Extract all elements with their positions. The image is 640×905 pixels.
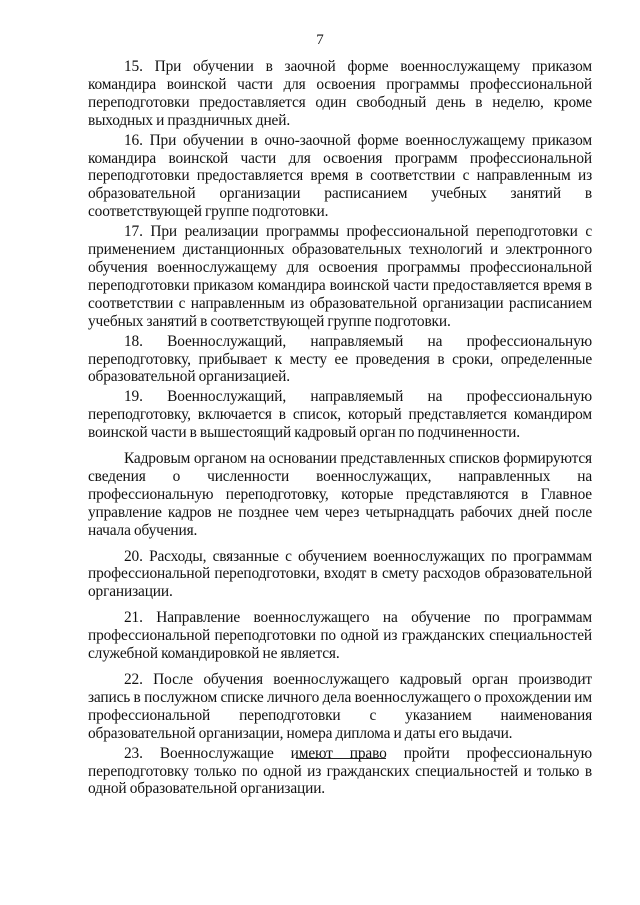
paragraph-18: 18. Военнослужащий, направляемый на профессиональную переподготовку, прибывает к месту ее проведения в сроки, определенные образовательной организацией.	[88, 332, 592, 386]
paragraph-22: 22. После обучения военнослужащего кадровый орган производит запись в послужном списке личного дела военнослужащего о прохождении им профессиональной переподготовки с указанием наименования образовательной организации, номера диплома и даты его выдачи.	[88, 671, 592, 742]
paragraph-21: 21. Направление военнослужащего на обучение по программам профессиональной переподготовки по одной из гражданских специальностей служебной командировкой не является.	[88, 609, 592, 663]
paragraph-20: 20. Расходы, связанные с обучением военнослужащих по программам профессиональной переподготовки, входят в смету расходов образовательной организации.	[88, 547, 592, 601]
document-body	[88, 58, 592, 800]
paragraph-19: 19. Военнослужащий, направляемый на профессиональную переподготовку, включается в список, который представляется командиром воинской части в вышестоящий кадровый орган по подчиненности.	[88, 388, 592, 442]
paragraph-15: 15. При обучении в заочной форме военнослужащему приказом командира воинской части для освоения программы профессиональной переподготовки предоставляется один свободный день в неделю, кроме выходных и праздничных дней.	[88, 58, 592, 129]
paragraph-19-continuation: Кадровым органом на основании представленных списков формируются сведения о численности военнослужащих, направленных на профессиональную переподготовку, которые представляются в Главное управление кадров не позднее чем через четырнадцать рабочих дней после начала обучения.	[88, 450, 592, 539]
page-number: 7	[316, 32, 324, 48]
paragraph-23: 23. Военнослужащие имеют право пройти профессиональную переподготовку только по одной из гражданских специальностей и только в одной образовательной организации.	[88, 744, 592, 798]
paragraph-16: 16. При обучении в очно-заочной форме военнослужащему приказом командира воинской части для освоения программ профессиональной переподготовки предоставляется время в соответствии с направленным из образовательной организации расписанием учебных занятий в соответствующей группе подготовки.	[88, 131, 592, 221]
end-of-document-rule	[296, 758, 386, 759]
paragraph-17: 17. При реализации программы профессиональной переподготовки с применением дистанционных образовательных технологий и электронного обучения военнослужащему для освоения программы профессиональной переподготовки приказом командира воинской части предоставляется время в соответствии с направленным из образовательной организации расписанием учебных занятий в соответствующей группе подготовки.	[88, 223, 592, 330]
